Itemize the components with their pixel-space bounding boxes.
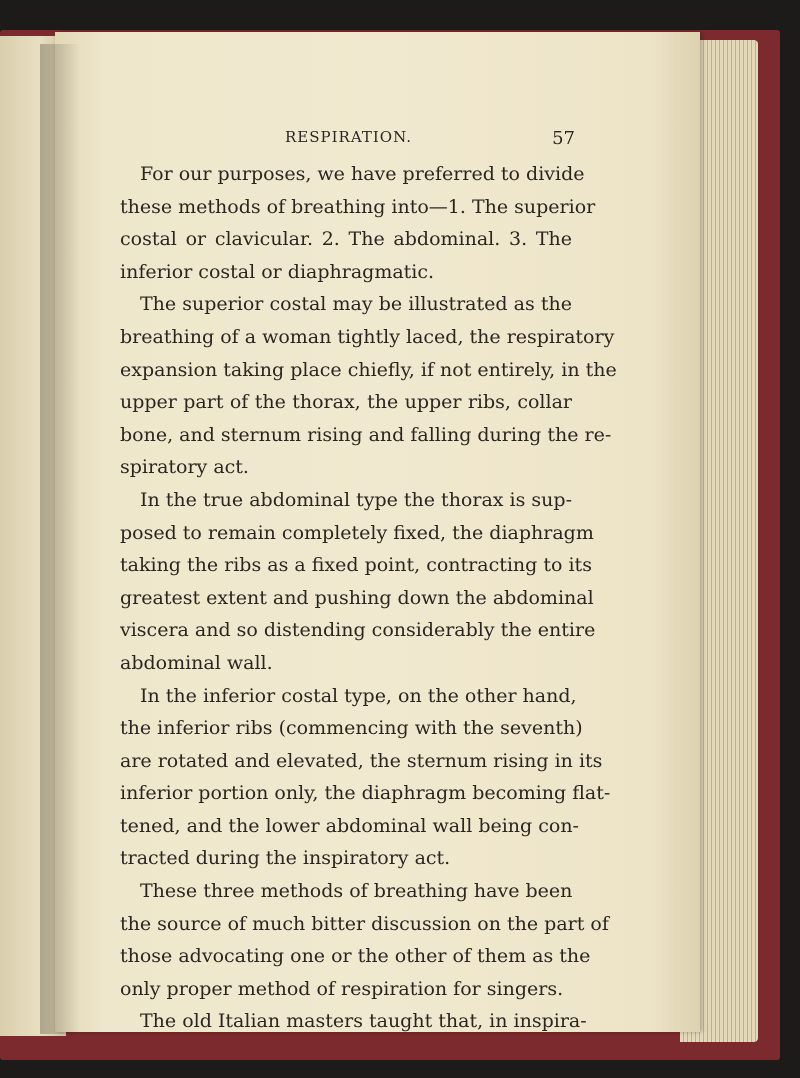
text-line: breathing of a woman tightly laced, the respiratory: [120, 325, 615, 348]
text-line: the source of much bitter discussion on the part of: [120, 912, 609, 935]
text-line: tracted during the inspiratory act.: [120, 847, 451, 870]
running-head: RESPIRATION.: [285, 128, 413, 146]
text-line: taking the ribs as a fixed point, contracting to its: [120, 554, 592, 577]
page-gutter-shadow: [40, 44, 80, 1034]
text-line: are rotated and elevated, the sternum rising in its: [120, 749, 603, 772]
text-line: In the inferior costal type, on the other hand,: [140, 684, 577, 707]
text-line: viscera and so distending considerably the entire: [120, 619, 596, 642]
text-line: the inferior ribs (commencing with the seventh): [120, 717, 583, 740]
page-header: [285, 128, 575, 154]
text-line: greatest extent and pushing down the abdominal: [120, 586, 594, 609]
text-line: The superior costal may be illustrated as the: [140, 293, 572, 316]
text-line: these methods of breathing into—1. The superior: [120, 195, 596, 218]
text-line: For our purposes, we have preferred to divide: [140, 163, 585, 185]
text-line: bone, and sternum rising and falling during the re-: [120, 423, 612, 446]
text-line: those advocating one or the other of them as the: [120, 945, 591, 968]
page-number: 57: [552, 128, 575, 149]
body-text: [120, 158, 617, 1038]
text-line: inferior portion only, the diaphragm becoming flat-: [120, 782, 611, 805]
text-line: upper part of the thorax, the upper ribs, collar: [120, 391, 572, 414]
text-line: expansion taking place chiefly, if not entirely, in the: [120, 358, 617, 381]
text-line: tened, and the lower abdominal wall being con-: [120, 814, 579, 837]
text-line: only proper method of respiration for singers.: [120, 977, 564, 1000]
text-line: posed to remain completely fixed, the diaphragm: [120, 521, 594, 544]
text-line: spiratory act.: [120, 456, 249, 479]
text-line: The old Italian masters taught that, in inspira-: [140, 1010, 587, 1033]
text-line: inferior costal or diaphragmatic.: [120, 260, 435, 283]
text-line: These three methods of breathing have been: [140, 880, 573, 903]
text-line: abdominal wall.: [120, 651, 273, 674]
text-line: costal or clavicular. 2. The abdominal. 3. The: [120, 228, 572, 251]
text-line: In the true abdominal type the thorax is sup-: [140, 488, 572, 511]
